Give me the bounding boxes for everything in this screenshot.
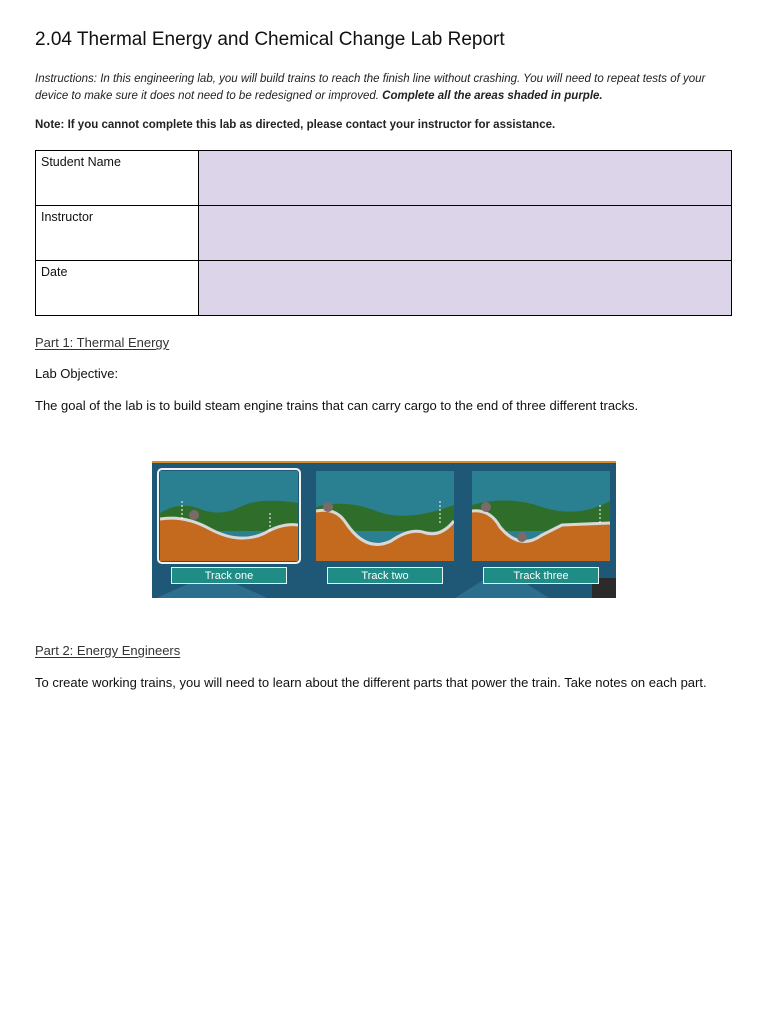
lab-objective-label: Lab Objective: <box>35 366 119 381</box>
track-selection-image <box>152 461 616 598</box>
instructor-label: Instructor <box>36 206 199 261</box>
part2-heading: Part 2: Energy Engineers <box>35 643 181 658</box>
lab-objective-text: The goal of the lab is to build steam engine trains that can carry cargo to the end of three different tracks. <box>35 398 639 413</box>
student-info-table <box>35 150 732 316</box>
track-two-thumbnail[interactable] <box>316 471 454 561</box>
document-title: 2.04 Thermal Energy and Chemical Change Lab Report <box>35 29 505 50</box>
track-two-scene <box>316 471 454 561</box>
table-row <box>36 261 732 316</box>
student-name-field[interactable] <box>199 151 732 206</box>
track-three-thumbnail[interactable] <box>472 471 610 561</box>
date-label: Date <box>36 261 199 316</box>
track-one-scene <box>160 471 298 561</box>
instructions <box>35 71 735 104</box>
part1-heading: Part 1: Thermal Energy <box>35 335 170 350</box>
table-row <box>36 206 732 261</box>
table-row <box>36 151 732 206</box>
student-name-label: Student Name <box>36 151 199 206</box>
note: Note: If you cannot complete this lab as directed, please contact your instructor for assistance. <box>35 119 556 131</box>
track-one-button[interactable]: Track one <box>171 567 287 584</box>
track-one-thumbnail[interactable] <box>160 471 298 561</box>
track-three-button[interactable]: Track three <box>483 567 599 584</box>
instructions-emphasis: Complete all the areas shaded in purple. <box>382 89 603 102</box>
track-three-scene <box>472 471 610 561</box>
part2-text: To create working trains, you will need to learn about the different parts that power the train. Take notes on each part. <box>35 675 707 690</box>
instructions-text: Instructions: In this engineering lab, you will build trains to reach the finish line without crashing. You will need to repeat tests of your device to make sure it does not need to be redesigned or improved. <box>35 73 706 102</box>
date-field[interactable] <box>199 261 732 316</box>
instructor-field[interactable] <box>199 206 732 261</box>
track-two-button[interactable]: Track two <box>327 567 443 584</box>
